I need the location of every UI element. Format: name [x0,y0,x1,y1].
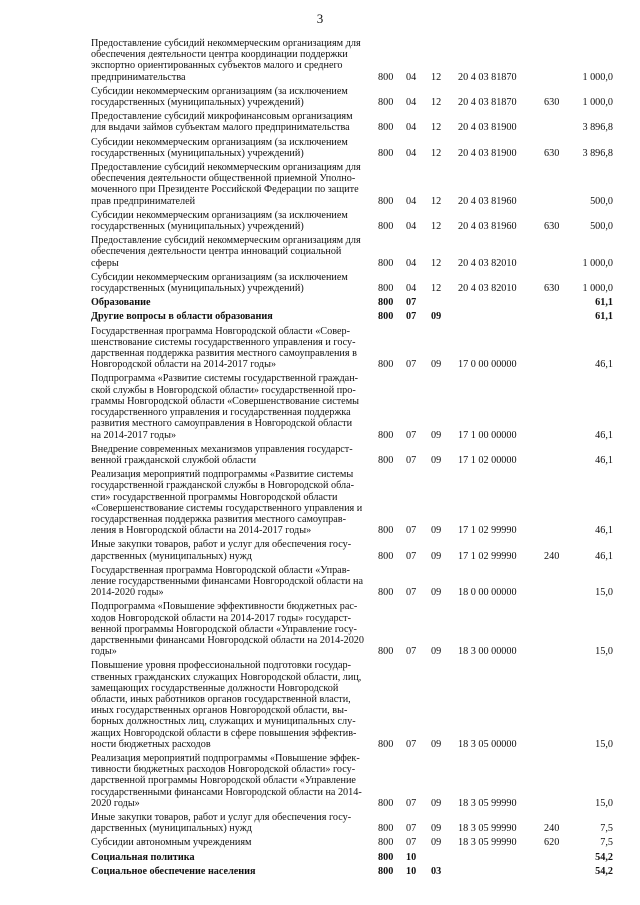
table-row [91,753,613,812]
row-expense-type: 240 [544,550,560,562]
row-name: Иные закупки товаров, работ и услуг для обеспечения государственных (муниципальных) нужд [91,539,352,562]
row-amount: 500,0 [590,195,613,207]
row-expense-type [540,235,565,272]
row-target-code: 20 4 03 82010 [458,283,517,295]
row-amount: 1 000,0 [582,283,613,295]
row-expense-type [540,852,565,866]
row-section: 07 [406,550,417,562]
row-subsection: 09 [431,525,442,537]
row-name: Другие вопросы в области образования [91,311,273,323]
table-row [91,38,613,86]
row-gov-code: 800 [378,550,394,562]
row-expense-type [540,111,565,136]
row-subsection: 12 [431,122,442,134]
row-subsection: 09 [431,837,442,849]
row-name: Субсидии некоммерческим организациям (за исключением государственных (муниципальных) учреждений) [91,209,348,233]
row-amount: 54,2 [595,865,613,877]
table-row [91,866,613,880]
row-expense-type [540,444,565,469]
row-name: Предоставление субсидий некоммерческим организациям для обеспечения деятельности центра координации поддержки экспортно ориентированных субъектов малого и среднего предпринимательства [91,38,361,83]
row-section: 10 [406,865,417,877]
row-amount: 3 896,8 [582,122,613,134]
row-name: Предоставление субсидий некоммерческим организациям для обеспечения деятельности центра инноваций социальной сферы [91,235,361,269]
row-gov-code: 800 [378,283,394,295]
row-expense-type: 620 [544,837,560,849]
table-row [91,297,613,311]
row-target-code [458,852,540,866]
row-expense-type [540,866,565,880]
row-amount: 61,1 [595,297,613,309]
row-section: 04 [406,122,417,134]
table-row [91,837,613,851]
row-section: 07 [406,297,417,309]
row-gov-code: 800 [378,311,394,323]
row-name: Социальная политика [91,851,195,863]
row-gov-code: 800 [378,865,394,877]
row-name: Субсидии некоммерческим организациям (за исключением государственных (муниципальных) учреждений) [91,271,348,295]
row-gov-code: 800 [378,587,394,599]
row-amount: 3 896,8 [582,147,613,159]
row-subsection: 12 [431,257,442,269]
row-expense-type: 630 [544,221,560,233]
table-row [91,660,613,753]
row-amount: 15,0 [595,738,613,750]
row-expense-type: 630 [544,147,560,159]
row-subsection: 12 [431,71,442,83]
table-row [91,565,613,602]
row-subsection: 12 [431,97,442,109]
row-name: Субсидии автономным учреждениям [91,837,252,849]
row-section: 07 [406,311,417,323]
row-section: 07 [406,454,417,466]
row-amount: 46,1 [595,429,613,441]
row-gov-code: 800 [378,195,394,207]
table-row [91,469,613,539]
table-row [91,111,613,136]
row-section: 04 [406,221,417,233]
row-name: Подпрограмма «Развитие системы государственной гражданской службы в Новгородской области» государственной программы Новгородской области «Совершенствование системы государственного управления и государственная поддержка развития местного самоуправления в Новгородской области на 2014-2017 годы» [91,373,359,441]
table-row [91,162,613,210]
row-name: Внедрение современных механизмов управления государственной гражданской службой области [91,443,353,466]
row-name: Иные закупки товаров, работ и услуг для обеспечения государственных (муниципальных) нужд [91,812,352,835]
row-amount: 61,1 [595,311,613,323]
table-row [91,373,613,443]
row-section: 04 [406,97,417,109]
row-subsection: 09 [431,429,442,441]
row-target-code: 17 0 00 00000 [458,359,517,371]
row-section: 07 [406,587,417,599]
row-expense-type: 240 [544,823,560,835]
row-subsection [431,852,458,866]
row-name: Субсидии некоммерческим организациям (за исключением государственных (муниципальных) учреждений) [91,136,348,159]
row-amount: 15,0 [595,587,613,599]
row-target-code: 18 0 00 00000 [458,587,517,599]
row-target-code: 20 4 03 82010 [458,257,517,269]
row-section: 04 [406,71,417,83]
row-amount: 15,0 [595,646,613,658]
row-subsection: 09 [431,550,442,562]
row-name: Государственная программа Новгородской области «Управление государственными финансами Новгородской области на 2014-2020 годы» [91,564,363,599]
table-row [91,539,613,564]
row-amount: 46,1 [595,359,613,371]
row-section: 04 [406,195,417,207]
row-target-code: 17 1 02 99990 [458,550,517,562]
row-gov-code: 800 [378,454,394,466]
row-gov-code: 800 [378,525,394,537]
row-section: 07 [406,823,417,835]
row-subsection: 09 [431,823,442,835]
row-target-code: 18 3 05 99990 [458,837,517,849]
row-section: 07 [406,646,417,658]
row-subsection: 03 [431,865,442,877]
row-subsection: 09 [431,359,442,371]
table-row [91,852,613,866]
table-row [91,235,613,272]
row-expense-type [540,326,565,374]
row-subsection: 12 [431,283,442,295]
row-section: 07 [406,525,417,537]
row-amount: 7,5 [600,837,613,849]
table-row [91,326,613,374]
row-target-code [458,297,540,311]
row-target-code: 17 1 00 00000 [458,429,517,441]
row-subsection: 09 [431,646,442,658]
row-name: Повышение уровня профессиональной подготовки государственных гражданских служащих Новгородской области, лиц, замещающих государственные должности Новгородской области, иных работников органов государственной власти, иных государственных органов Новгородской области, выборных должностных лиц, служащих и муниципальных служащих Новгородской области в сфере повышения эффективности бюджетных расходов [91,660,362,750]
row-gov-code: 800 [378,297,394,309]
row-section: 04 [406,147,417,159]
row-target-code: 20 4 03 81870 [458,97,517,109]
row-section: 07 [406,359,417,371]
row-name: Образование [91,297,151,309]
row-target-code: 20 4 03 81870 [458,71,517,83]
row-amount: 46,1 [595,550,613,562]
row-target-code: 18 3 05 99990 [458,797,517,809]
row-name: Субсидии некоммерческим организациям (за исключением государственных (муниципальных) учреждений) [91,85,348,109]
row-gov-code: 800 [378,797,394,809]
row-target-code: 18 3 05 00000 [458,738,517,750]
row-amount: 1 000,0 [582,257,613,269]
table-row [91,812,613,837]
row-amount: 15,0 [595,797,613,809]
table-row [91,444,613,469]
row-expense-type: 630 [544,283,560,295]
row-target-code: 20 4 03 81960 [458,195,517,207]
row-expense-type [540,601,565,660]
budget-table [91,38,613,880]
row-gov-code: 800 [378,257,394,269]
row-amount: 500,0 [590,221,613,233]
row-subsection: 09 [431,738,442,750]
row-section: 07 [406,797,417,809]
row-gov-code: 800 [378,71,394,83]
row-gov-code: 800 [378,147,394,159]
row-expense-type [540,753,565,812]
row-gov-code: 800 [378,359,394,371]
page-number: 3 [316,11,324,26]
row-target-code [458,866,540,880]
row-target-code: 18 3 05 99990 [458,823,517,835]
row-target-code: 20 4 03 81900 [458,122,517,134]
row-subsection: 09 [431,311,442,323]
row-gov-code: 800 [378,122,394,134]
row-name: Реализация мероприятий подпрограммы «Развитие системы государственной гражданской службы в Новгородской области» государственной программы Новгородской области «Совершенствование системы государственного управления и государственная поддержка развития местного самоуправления в Новгородской области на 2014-2017 годы» [91,469,363,537]
row-expense-type [540,373,565,443]
row-expense-type: 630 [544,97,560,109]
row-section: 04 [406,257,417,269]
row-subsection: 12 [431,147,442,159]
row-expense-type [540,38,565,86]
table-row [91,601,613,660]
row-name: Государственная программа Новгородской области «Совершенствование системы государственного управления и государственная поддержка развития местного самоуправления в Новгородской области на 2014-2017 годы» [91,325,357,371]
row-expense-type [540,162,565,210]
budget-table-body [91,38,613,880]
row-expense-type [540,469,565,539]
row-section: 07 [406,738,417,750]
row-gov-code: 800 [378,837,394,849]
row-amount: 1 000,0 [582,71,613,83]
row-gov-code: 800 [378,738,394,750]
row-name: Подпрограмма «Повышение эффективности бюджетных расходов Новгородской области на 2014-2017 годы» государственной программы Новгородской области «Управление государственными финансами Новгородской области на 2014-2020 годы» [91,601,364,658]
row-expense-type [540,565,565,602]
table-row [91,86,613,111]
row-subsection: 12 [431,221,442,233]
row-section: 10 [406,851,417,863]
row-subsection: 09 [431,454,442,466]
row-gov-code: 800 [378,823,394,835]
row-amount: 46,1 [595,454,613,466]
row-amount: 54,2 [595,851,613,863]
table-row [91,272,613,297]
row-target-code: 20 4 03 81960 [458,221,517,233]
table-row [91,137,613,162]
row-gov-code: 800 [378,851,394,863]
row-amount: 7,5 [600,823,613,835]
row-expense-type [540,311,565,325]
row-amount: 1 000,0 [582,97,613,109]
row-gov-code: 800 [378,429,394,441]
row-subsection: 09 [431,797,442,809]
row-name: Предоставление субсидий микрофинансовым организациям для выдачи займов субъектам малого предпринимательства [91,111,353,134]
row-name: Социальное обеспечение населения [91,865,256,877]
row-target-code: 20 4 03 81900 [458,147,517,159]
row-target-code: 17 1 02 99990 [458,525,517,537]
row-target-code: 17 1 02 00000 [458,454,517,466]
row-name: Реализация мероприятий подпрограммы «Повышение эффективности бюджетных расходов Новгородской области» государственной программы Новгородской области «Управление государственными финансами Новгородской области на 2014-2020 годы» [91,752,362,809]
row-gov-code: 800 [378,221,394,233]
row-gov-code: 800 [378,97,394,109]
row-target-code: 18 3 00 00000 [458,646,517,658]
row-subsection [431,297,458,311]
row-section: 07 [406,429,417,441]
row-section: 07 [406,837,417,849]
row-name: Предоставление субсидий некоммерческим организациям для обеспечения деятельности общественной приемной Уполномоченного при Президенте Российской Федерации по защите прав предпринимателей [91,162,361,207]
row-gov-code: 800 [378,646,394,658]
row-subsection: 09 [431,587,442,599]
row-subsection: 12 [431,195,442,207]
table-row [91,210,613,235]
row-section: 04 [406,283,417,295]
row-expense-type [540,297,565,311]
table-row [91,311,613,325]
row-target-code [458,311,540,325]
row-amount: 46,1 [595,525,613,537]
row-expense-type [540,660,565,753]
